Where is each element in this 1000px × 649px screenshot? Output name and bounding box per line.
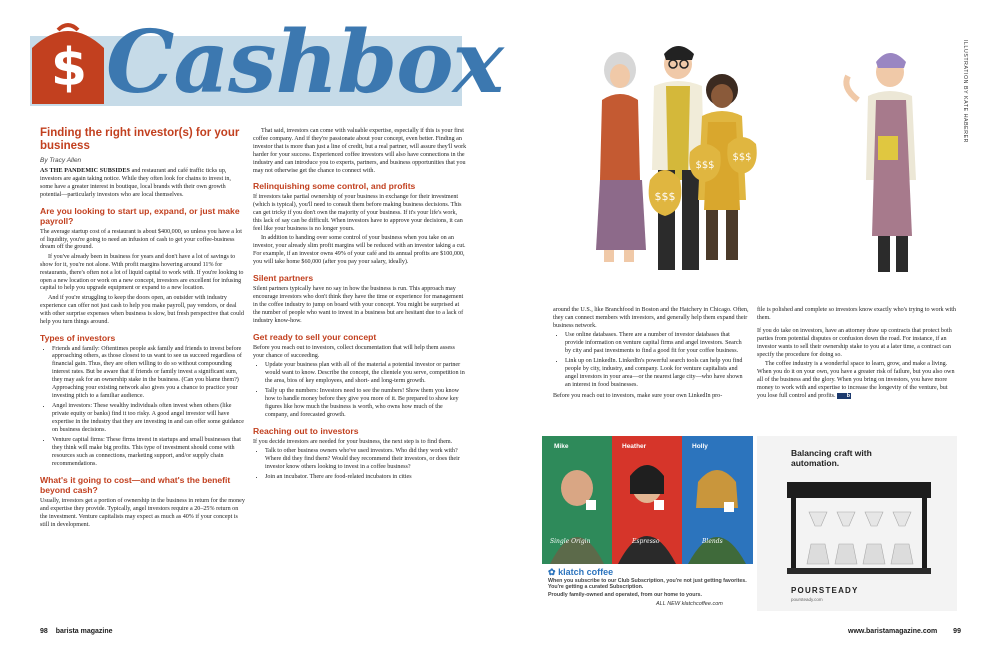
- ad-name-holly: Holly: [692, 443, 708, 450]
- svg-text:$$$: $$$: [654, 190, 676, 203]
- list-item: • Friends and family: Oftentimes people ask family and friends to invest before approaching others, as those closest to us want to see us succeed regardless of financial gain. Thus, they are often willing to do so without compounding interest rates. But be aware that if friends or family invest a significant sum, they may ask for an ownership stake in the business. (Can you blame them?) Approaching your existing network also gives you a chance to practice your investing pitch to a familiar audience.: [52, 346, 245, 401]
- paragraph: If investors take partial ownership of your business in exchange for their investment (which is typical), you'll need to consult them before making business decisions. This can get tricky if you don't own the majority of your business. If it's your life's work, this lack of say can be difficult. When investors have to approve your decisions, it can feel like your business is no longer yours.: [253, 194, 463, 233]
- column-3: [553, 307, 749, 402]
- ad-name-mike: Mike: [554, 443, 569, 450]
- paragraph: That said, investors can come with valuable expertise, especially if this is your first coffee company. And if they're passionate about your concept, even better. Finding an investor that is more than just a line of credit, but a real partner, will assure they'll work harder for your success. Experienced coffee investors will also have connections in the industry and can introduce you to experts, partners, and business opportunities that you may not otherwise get the chance to connect with.: [253, 128, 467, 174]
- article-title: Finding the right investor(s) for your business: [40, 127, 240, 152]
- ad-copy-2: Proudly family-owned and operated, from our home to yours.: [548, 592, 702, 598]
- ad-people-photo: [542, 454, 753, 564]
- ad-brand: POURSTEADY: [791, 586, 859, 595]
- page-number-left: 98: [40, 628, 48, 635]
- paragraph: If you do take on investors, have an attorney draw up contracts that protect both parties from potential disputes or confusion down the road. For instance, if an investor wants to sell their ownership stake to you at a later time, a contract can specify the procedure for doing so.: [757, 327, 952, 358]
- illustration-credit: ILLUSTRATION BY KATE HABERER: [962, 40, 968, 143]
- paragraph: And if you're struggling to keep the doors open, an outsider with industry experience can offer not just cash to help you make payroll, pay vendors, or deal with other surprise expenses when business is slow, but fresh perspective that could help you turn things around.: [40, 294, 244, 325]
- ad-badge-espresso: Espresso: [632, 538, 660, 545]
- section-logo: Cashbox: [106, 12, 503, 113]
- column-2: [253, 128, 467, 485]
- heading-cost: What's it going to cost—and what's the benefit beyond cash?: [40, 475, 231, 496]
- ad-name-heather: Heather: [622, 443, 647, 450]
- paragraph: file is polished and complete so investors know exactly who's trying to work with them.: [757, 307, 956, 321]
- pour-over-machine-image: [779, 476, 939, 576]
- ad-badge-blends: Blends: [702, 538, 723, 545]
- ad-copy: When you subscribe to our Club Subscription, you're not just getting favorites. You're getting a curated Subscription.: [548, 578, 747, 591]
- website-url: www.baristamagazine.com: [848, 628, 938, 635]
- end-mark-icon: b: [837, 393, 851, 400]
- paragraph: If you've already been in business for years and don't have a lot of savings to show for it, you're not alone. With profit margins hovering around 11% for restaurants, there's often not a lot of liquid capital to work with. If you're looking to open a new location or work on a new concept, investors are excellent for infusing capital to help you upgrade equipment or expand to a new location.: [40, 253, 244, 292]
- reach-list: [253, 448, 467, 482]
- column-4: [757, 307, 957, 402]
- poursteady-ad[interactable]: [757, 436, 957, 611]
- heading-control: Relinquishing some control, and profits: [253, 181, 416, 192]
- paragraph: Before you reach out to investors, collect documentation that will help them assess your chance of succeeding.: [253, 344, 455, 359]
- types-list: [40, 346, 245, 470]
- list-item: • Join an incubator. There are food-related incubators in cities: [265, 474, 467, 482]
- list-item: • Update your business plan with all of the material a potential investor or partner would want to know. Describe the concept, the clientele you serve, competition in the area, bios of key employees, and short- and long-term growth.: [265, 362, 467, 386]
- databases-list: [553, 332, 749, 390]
- list-item: • Tally up the numbers: Investors need to see the numbers! Show them you know how to handle money before they give you more of it. Be prepared to show key figures like how much the business is worth, who owns how much of the company, and forecasted growth.: [265, 388, 467, 420]
- paragraph: The coffee industry is a wonderful space to learn, grow, and make a living. When you do it on your own, you have a greater risk of failure, but you also own all of the business and the glory. When you bring on investors, you have more money to work with and expertise to increase the longevity of the venture, but you lose full control and profits. b: [757, 360, 955, 399]
- list-item: • Link up on LinkedIn. LinkedIn's powerful search tools can help you find people by city, industry, and company. Look for venture capitalists and angel investors in your area—or the nearest large city—who have shown an interest in food businesses.: [565, 358, 749, 390]
- svg-text:$$$: $$$: [695, 160, 715, 171]
- heading-startup: Are you looking to start up, expand, or just make payroll?: [40, 205, 240, 226]
- magazine-name: barista magazine: [55, 628, 113, 635]
- paragraph: In addition to handing over some control of your business when you take on an investor, your already slim profit margins will be reduced with an investor taking a cut. For example, if an investor owns 49% of your café and its annual profits are $100,000, you will take home $60,000 (after you pay your salary, ideally).: [253, 235, 466, 266]
- folio-left: [40, 628, 113, 635]
- folio-right: [848, 628, 961, 635]
- ready-list: [253, 362, 467, 420]
- ad-headline: Balancing craft with automation.: [791, 448, 872, 468]
- list-item: • Venture capital firms: These firms invest in startups and small businesses that they think will make big profits. This type of investment should come with resources such as connections, marketing support, and/or supply chain recommendations.: [52, 437, 245, 469]
- ad-badge-single-origin: Single Origin: [550, 538, 591, 545]
- ad-brand: ✿ klatch coffee: [548, 567, 614, 577]
- ad-url[interactable]: ALL NEW klatchcoffee.com: [656, 601, 723, 607]
- heading-reach: Reaching out to investors: [253, 425, 359, 436]
- paragraph: around the U.S., like Branchfood in Boston and the Hatchery in Chicago. Often, they can connect members with investors, and generally help them expand their business network.: [553, 307, 749, 329]
- logo-symbol: $: [50, 38, 88, 98]
- heading-ready: Get ready to sell your concept: [253, 331, 377, 342]
- paragraph: Before you reach out to investors, make sure your own LinkedIn pro-: [553, 392, 723, 399]
- investors-illustration: [590, 40, 950, 300]
- klatch-coffee-ad[interactable]: [542, 436, 753, 611]
- intro-paragraph: AS THE PANDEMIC SUBSIDES and restaurant and café traffic ticks up, investors are again taking notice. While they often look for chains to invest in, some have a greater interest in boutique, local brands with their own growth potential—particularly investors who are local themselves.: [40, 168, 231, 198]
- svg-text:$$$: $$$: [732, 152, 752, 163]
- byline: By Tracy Allen: [40, 157, 82, 164]
- ad-url[interactable]: poursteady.com: [791, 597, 823, 602]
- list-item: • Angel investors: These wealthy individuals often invest when others (like private equity or banks) find it too risky. A good angel investor will have expertise in the industry that they are investing in and can offer some guidance on business decisions.: [52, 403, 245, 435]
- paragraph: Usually, investors get a portion of ownership in the business in return for the money and expertise they provide. Typically, angel investors require a 20–25% return on the investment. Venture capitalists may expect as much as 40% if your concept is still in development.: [40, 498, 245, 528]
- page-number-right: 99: [953, 628, 961, 635]
- paragraph: Silent partners typically have no say in how the business is run. This approach may encourage investors who don't think they have the time or experience for management in the coffee industry to jump on board with your concept. You might be surprised at the number of people who want to invest in a business but are hesitant due to a lack of industry know-how.: [253, 286, 464, 324]
- heading-silent: Silent partners: [253, 273, 314, 284]
- paragraph: If you decide investors are needed for your business, the next step is to find them.: [253, 438, 453, 445]
- list-item: • Use online databases. There are a number of investor databases that provide information on venture capital firms and angel investors. Search by city and past investments to find a good fit for your coffee business.: [565, 332, 749, 356]
- heading-types: Types of investors: [40, 332, 116, 343]
- paragraph: The average startup cost of a restaurant is about $400,000, so unless you have a lot of liquidity, you're going to need an infusion of cash to get your coffee-business dream off the ground.: [40, 228, 242, 251]
- list-item: • Talk to other business owners who've used investors. Who did they work with? Where did they find them? Would they recommend their investors, or does their investor know others looking to invest in a coffee business?: [265, 448, 467, 472]
- leaf-icon: ✿: [548, 567, 556, 577]
- ad-footer: [542, 564, 753, 611]
- column-1: [40, 168, 245, 531]
